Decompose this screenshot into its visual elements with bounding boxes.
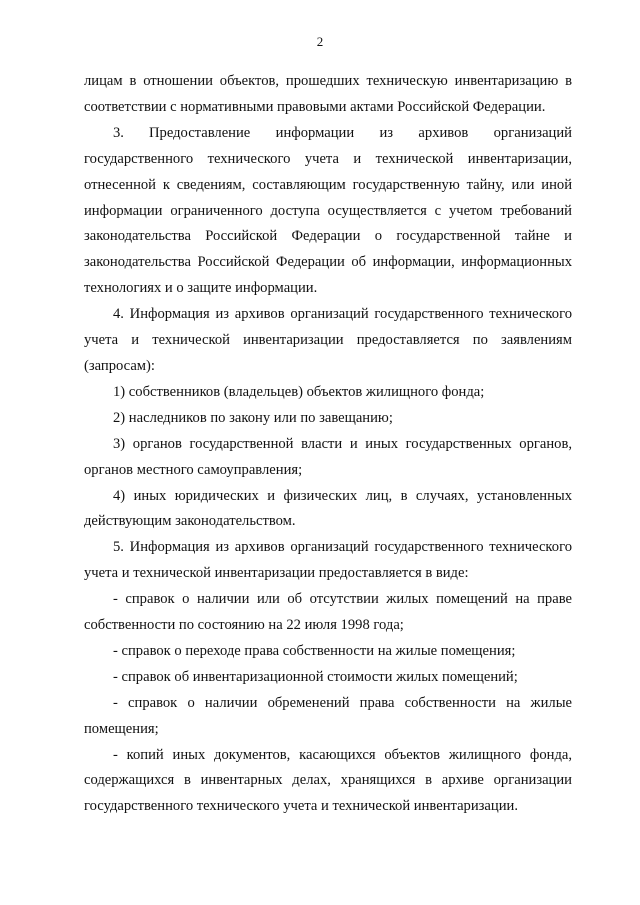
- list-item: 4) иных юридических и физических лиц, в случаях, установленных действующим законодательством.: [84, 487, 572, 530]
- list-item: - справок о наличии обременений права собственности на жилые помещения;: [84, 694, 572, 737]
- paragraph-5: 5. Информация из архивов организаций государственного технического учета и технической инвентаризации предоставляется в виде:: [84, 539, 572, 582]
- list-item: 1) собственников (владельцев) объектов жилищного фонда;: [113, 383, 485, 400]
- document-body: [84, 69, 572, 820]
- paragraph-4: 4. Информация из архивов организаций государственного технического учета и технической инвентаризации предоставляется по заявлениям (запросам):: [84, 306, 572, 374]
- list-item: - справок об инвентаризационной стоимости жилых помещений;: [113, 668, 518, 685]
- list-item: - копий иных документов, касающихся объектов жилищного фонда, содержащихся в инвентарных делах, хранящихся в архиве организации государственного технического учета и технической инвентаризации.: [84, 746, 572, 815]
- paragraph-3: [84, 121, 572, 302]
- list-item: - справок о переходе права собственности на жилые помещения;: [113, 642, 516, 659]
- page-number: 2: [316, 34, 324, 49]
- list-item: 2) наследников по закону или по завещанию;: [113, 409, 393, 426]
- paragraph-3-text: Предоставление информации из архивов организаций государственного технического учета и технической инвентаризации, отнесенной к сведениям, составляющим государственную тайну, или иной информации ограниченного доступа осуществляется с учетом требований законодательства Российской Федерации о государственной тайне и законодательства Российской Федерации об информации, информационных технологиях и о защите информации.: [84, 124, 572, 297]
- list-item: - справок о наличии или об отсутствии жилых помещений на праве собственности по состоянию на 22 июля 1998 года;: [84, 591, 572, 634]
- paragraph-continuation: лицам в отношении объектов, прошедших техническую инвентаризацию в соответствии с нормативными правовыми актами Российской Федерации.: [84, 73, 572, 115]
- list-item: 3) органов государственной власти и иных государственных органов, органов местного самоуправления;: [84, 435, 572, 478]
- paragraph-3-number: 3.: [113, 124, 124, 141]
